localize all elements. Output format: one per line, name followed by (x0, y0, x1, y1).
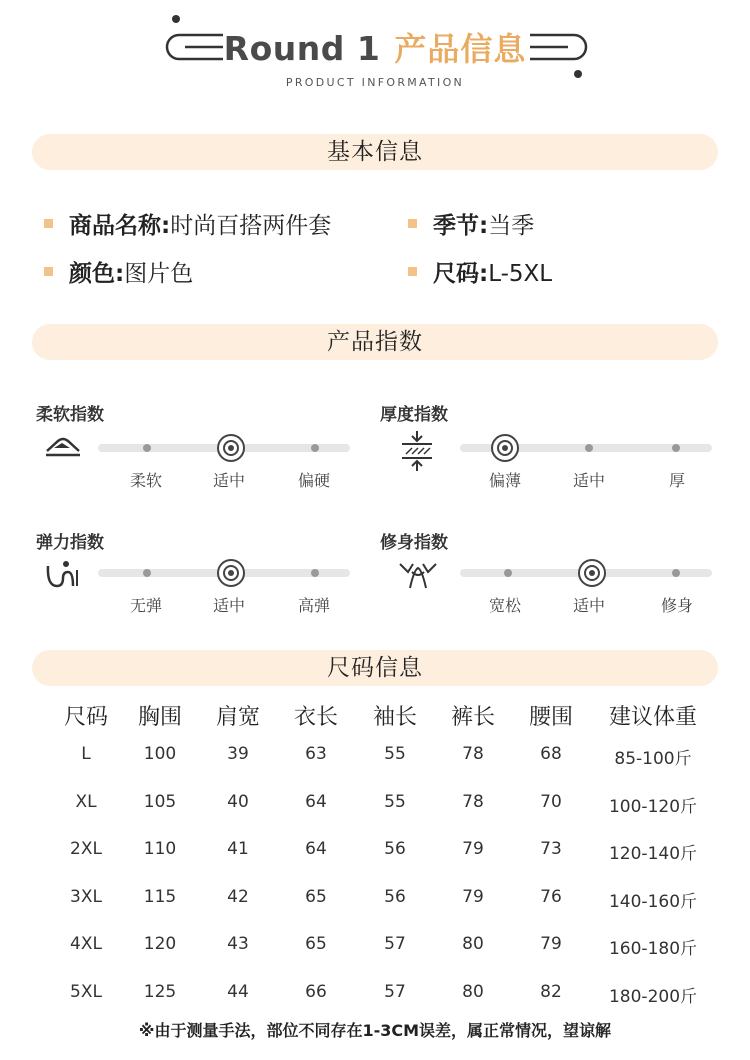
table-cell: 65 (305, 934, 327, 954)
info-label: 颜色: (69, 261, 125, 287)
index-option: 无弹 (129, 596, 162, 615)
table-cell: 80 (462, 981, 484, 1002)
info-label: 商品名称: (69, 213, 171, 239)
index-selected-target-icon (217, 434, 245, 462)
page-title-en: Round 1 (223, 29, 381, 68)
softness-icon (44, 436, 82, 458)
index-title-elasticity: 弹力指数 (36, 533, 104, 553)
index-title-softness: 柔软指数 (36, 405, 104, 425)
table-cell: 180-200斤 (608, 986, 698, 1007)
index-option: 修身 (660, 596, 693, 615)
info-label: 季节: (433, 213, 489, 239)
table-cell: 64 (305, 791, 327, 812)
index-option: 适中 (212, 596, 245, 615)
table-cell: 105 (143, 791, 177, 812)
table-cell: 41 (227, 839, 249, 859)
table-cell: 63 (305, 744, 327, 764)
table-cell-size: 4XL (70, 934, 102, 954)
index-dot (311, 569, 319, 577)
index-option: 适中 (572, 596, 605, 615)
table-cell: 66 (305, 981, 327, 1002)
table-cell-size: 3XL (70, 886, 102, 907)
index-option: 宽松 (488, 596, 521, 615)
table-cell: 56 (384, 839, 406, 859)
thickness-icon (400, 430, 434, 472)
info-item-name (44, 207, 331, 240)
table-cell: 57 (384, 981, 406, 1002)
table-header: 衣长 (293, 705, 338, 730)
index-dot (585, 444, 593, 452)
table-cell: 120-140斤 (608, 844, 698, 864)
bullet-square-icon (44, 267, 53, 276)
table-cell: 42 (227, 886, 249, 907)
table-header: 尺码 (63, 705, 108, 730)
table-header: 腰围 (528, 705, 573, 730)
info-item-season (408, 207, 534, 240)
info-value: L-5XL (488, 261, 553, 287)
fit-icon (398, 560, 438, 590)
table-cell: 110 (143, 839, 177, 859)
table-cell: 55 (384, 744, 406, 764)
table-cell: 78 (462, 744, 484, 764)
index-dot (143, 444, 151, 452)
table-cell-size: L (81, 744, 91, 764)
bullet-square-icon (408, 219, 417, 228)
page-title-cn: 产品信息 (394, 30, 527, 68)
section-banner-size: 尺码信息 (32, 650, 718, 686)
index-dot (504, 569, 512, 577)
table-cell: 100-120斤 (608, 796, 698, 817)
table-cell: 55 (384, 791, 406, 812)
table-cell: 78 (462, 791, 484, 812)
info-value: 当季 (488, 213, 535, 239)
table-cell: 85-100斤 (614, 749, 692, 769)
measurement-note: ※由于测量手法，部位不同存在1-3CM误差，属正常情况，望谅解 (138, 1021, 612, 1040)
index-title-thickness: 厚度指数 (380, 405, 448, 425)
bullet-square-icon (408, 267, 417, 276)
table-cell: 43 (227, 934, 249, 954)
table-cell-size: 5XL (70, 981, 102, 1002)
table-cell: 79 (462, 886, 484, 907)
table-cell: 115 (143, 886, 177, 907)
index-option: 厚 (668, 471, 685, 490)
table-cell: 70 (540, 791, 562, 812)
index-option: 适中 (212, 471, 245, 490)
table-cell: 39 (227, 744, 249, 764)
table-header: 袖长 (372, 705, 417, 730)
table-cell: 82 (540, 981, 562, 1002)
info-value: 图片色 (124, 261, 194, 287)
index-dot (672, 569, 680, 577)
info-item-size (408, 255, 552, 288)
info-label: 尺码: (433, 261, 489, 287)
table-cell: 100 (143, 744, 177, 764)
info-item-color (44, 255, 193, 288)
index-option: 偏硬 (297, 471, 330, 490)
table-cell: 40 (227, 791, 249, 812)
table-cell: 44 (227, 981, 249, 1002)
bullet-square-icon (44, 219, 53, 228)
index-option: 适中 (572, 471, 605, 490)
table-cell-size: XL (75, 791, 97, 812)
table-cell: 56 (384, 886, 406, 907)
index-option: 柔软 (129, 471, 162, 490)
table-cell-size: 2XL (70, 839, 102, 859)
table-cell: 80 (462, 934, 484, 954)
table-header: 胸围 (137, 705, 182, 730)
info-value: 时尚百搭两件套 (170, 213, 332, 239)
table-cell: 76 (540, 886, 562, 907)
section-banner-index: 产品指数 (32, 324, 718, 360)
page-title (0, 24, 750, 70)
index-option: 高弹 (297, 596, 330, 615)
page-subtitle: PRODUCT INFORMATION (285, 76, 465, 89)
table-cell: 125 (143, 981, 177, 1002)
table-cell: 160-180斤 (608, 939, 698, 959)
index-selected-target-icon (491, 434, 519, 462)
index-dot (143, 569, 151, 577)
table-header: 建议体重 (608, 705, 697, 730)
index-selected-target-icon (217, 559, 245, 587)
table-cell: 140-160斤 (608, 891, 698, 912)
index-title-fit: 修身指数 (380, 533, 448, 553)
decor-dot-left (172, 15, 180, 23)
index-option: 偏薄 (488, 471, 521, 490)
table-cell: 79 (462, 839, 484, 859)
table-cell: 73 (540, 839, 562, 859)
table-header: 肩宽 (215, 705, 260, 730)
table-cell: 68 (540, 744, 562, 764)
index-dot (672, 444, 680, 452)
index-dot (311, 444, 319, 452)
table-cell: 120 (143, 934, 177, 954)
table-cell: 65 (305, 886, 327, 907)
section-banner-basic: 基本信息 (32, 134, 718, 170)
elasticity-icon (44, 560, 80, 590)
table-cell: 64 (305, 839, 327, 859)
index-selected-target-icon (578, 559, 606, 587)
table-header: 裤长 (450, 705, 495, 730)
table-cell: 57 (384, 934, 406, 954)
table-cell: 79 (540, 934, 562, 954)
